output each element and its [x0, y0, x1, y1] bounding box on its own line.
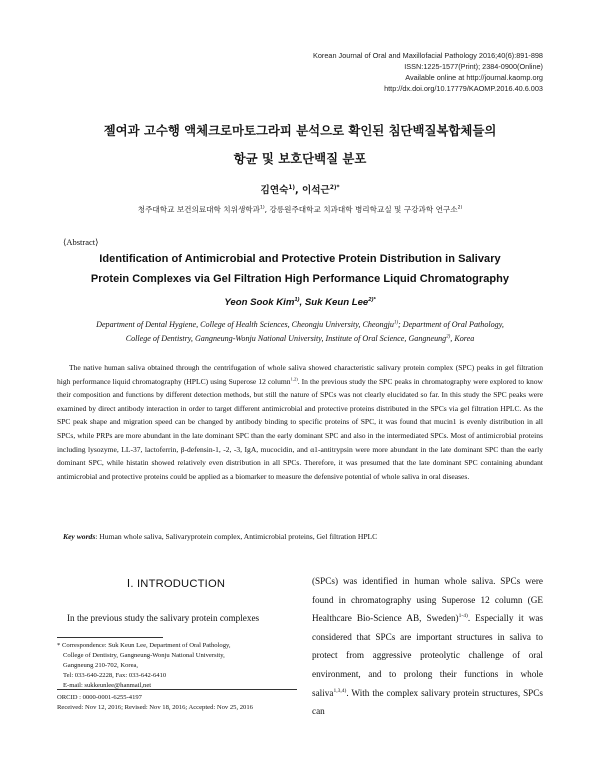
english-affil-line1: [40, 318, 560, 332]
english-author1-sup: 1): [294, 296, 300, 303]
english-affil-line1-sup: 1): [393, 320, 398, 326]
intro-citation1: 1-4): [458, 613, 468, 620]
journal-header: [223, 50, 543, 94]
footnote-divider-2: [57, 689, 297, 690]
english-affil-line2: [40, 332, 560, 346]
english-affiliations: [40, 318, 560, 346]
english-authors: [0, 297, 600, 308]
journal-citation: Korean Journal of Oral and Maxillofacial Pathology 2016;40(6):891-898: [313, 51, 543, 60]
korean-author1-sup: 1): [288, 184, 295, 191]
intro-left-text: In the previous study the salivary protein complexes: [67, 613, 260, 623]
korean-title: [40, 117, 560, 173]
footnote-email[interactable]: E-mail: sukkeunlee@hanmail,net: [63, 682, 152, 689]
footnote-line4: Tel: 033-640-2228, Fax: 033-642-6410: [63, 672, 167, 679]
correspondence-footnote: [57, 641, 297, 691]
korean-author2: 이석근: [302, 185, 330, 196]
footnote-line3: Gangneung 210-702, Korea,: [63, 662, 139, 669]
korean-affil1: 청주대학교 보건의료대학 치위생학과: [137, 205, 260, 214]
korean-title-line1: 젤여과 고수행 액체크로마토그라피 분석으로 확인된 침단백질복합체들의: [103, 123, 497, 138]
article-dates: [57, 693, 297, 712]
english-affil-line2-text: College of Dentistry, Gangneung-Wonju National University, Institute of Oral Science, Gangneung: [125, 334, 447, 343]
korean-affil2: 강릉원주대학교 치과대학 병리학교실 및 구강과학 연구소: [269, 205, 458, 214]
english-affil-line1-tail: ; Department of Oral Pathology,: [398, 320, 504, 329]
english-title: [30, 249, 570, 289]
korean-affiliations: [0, 204, 600, 215]
english-affil-line2-tail: , Korea: [450, 334, 475, 343]
korean-affil2-sup: 2): [457, 205, 463, 211]
footnote-line1: * Correspondence: Suk Keun Lee, Department of Oral Pathology,: [57, 642, 231, 649]
english-author1: Yeon Sook Kim: [224, 297, 295, 308]
abstract-text-part2: . In the previous study the SPC peaks in chromatography were explored to know their composition and functions by different detection methods, but still the nature of SPCs was not clearly elucidated so far. In this study the SPC peaks were examined by direct antibody interaction in order to target different antimicrobial and protective proteins distributed in the SPCs via gel filtration HPLC. As the SPC peak shape and migration speed can be changed by antibody binding to specific proteins of SPC, it was found that mucin1 is evenly distribution in all SPCs, while PRPs are more abundant in the late dominant SPC than the early dominant SPC and also in the intermediated SPCs. Most of antimicrobial proteins including lysozyme, LL-37, lactoferrin, β-defensin-1, -2, -3, IgA, mucocidin, and α1-antitrypsin were more abundant in the late dominant SPC than the early dominant SPC, while histatin showed relatively even distribution in all SPCs. Therefore, it was presumed that the late dominant SPC containing abundant antimicrobial and protective proteins could be applied as a biomarker to measure the defensive potential of whole saliva in oral diseases.: [57, 376, 543, 481]
orcid: ORCID : 0000-0001-6255-4197: [57, 694, 142, 701]
footnote-divider: [57, 637, 163, 638]
keywords-label: Key words: [63, 532, 96, 541]
english-affil-line1-text: Department of Dental Hygiene, College of Health Sciences, Cheongju University, Cheongju: [96, 320, 394, 329]
footnote-line2: College of Dentistry, Gangneung-Wonju National University,: [63, 652, 225, 659]
korean-author2-sup: 2)*: [329, 184, 340, 191]
english-title-line1: Identification of Antimicrobial and Protective Protein Distribution in Salivary: [99, 253, 501, 265]
abstract-text-part1: The native human saliva obtained through the centrifugation of whole saliva showed characteristic salivary protein complex (SPC) peaks in gel filtration high performance liquid chromatography (HPLC) using Superose 12 column: [57, 363, 543, 386]
korean-title-line2: 항균 및 보호단백질 분포: [233, 151, 367, 166]
english-author2: Suk Keun Lee: [304, 297, 369, 308]
journal-url[interactable]: Available online at http://journal.kaomp.org: [405, 73, 543, 82]
abstract-body: [57, 361, 543, 483]
korean-author-separator: ,: [295, 185, 302, 196]
korean-author1: 김연숙: [260, 185, 289, 196]
intro-right-part1: (SPCs) was identified in human whole saliva. SPCs were found in chromatography using Superose 12 column (GE Healthcare Bio-Science AB, Sweden): [312, 576, 543, 624]
intro-citation2: 1,3,4): [333, 687, 347, 694]
journal-issn: ISSN:1225-1577(Print); 2384-0900(Online): [404, 62, 543, 71]
korean-affil-separator: ,: [264, 205, 270, 214]
intro-right-part2: . Especially it was considered that SPCs are important structures in saliva to protect from aggressive proteolytic challenge of oral environment, and to prolong their functions in whole saliva: [312, 613, 543, 698]
abstract-label: ⟨Abstract⟩: [63, 237, 99, 247]
intro-right-text: [312, 572, 543, 721]
abstract-citation: 1,2): [290, 376, 298, 382]
received-dates: Received: Nov 12, 2016; Revised: Nov 18, 2016; Accepted: Nov 25, 2016: [57, 703, 253, 711]
english-affil-line2-sup: 2): [446, 334, 451, 340]
english-title-line2: Protein Complexes via Gel Filtration High Performance Liquid Chromatography: [90, 273, 510, 285]
keywords-text: : Human whole saliva, Salivaryprotein complex, Antimicrobial proteins, Gel filtration HPLC: [95, 532, 378, 541]
korean-affil1-sup: 1): [259, 205, 265, 211]
english-author2-sup: 2)*: [368, 296, 376, 303]
korean-authors: [0, 182, 600, 196]
journal-doi[interactable]: http://dx.doi.org/10.17779/KAOMP.2016.40.6.003: [384, 84, 543, 93]
english-author-separator: ,: [299, 297, 305, 308]
intro-right-part3: . With the complex salivary protein structures, SPCs can: [312, 687, 543, 717]
introduction-heading: Ⅰ. INTRODUCTION: [126, 578, 226, 590]
keywords: [63, 532, 377, 541]
